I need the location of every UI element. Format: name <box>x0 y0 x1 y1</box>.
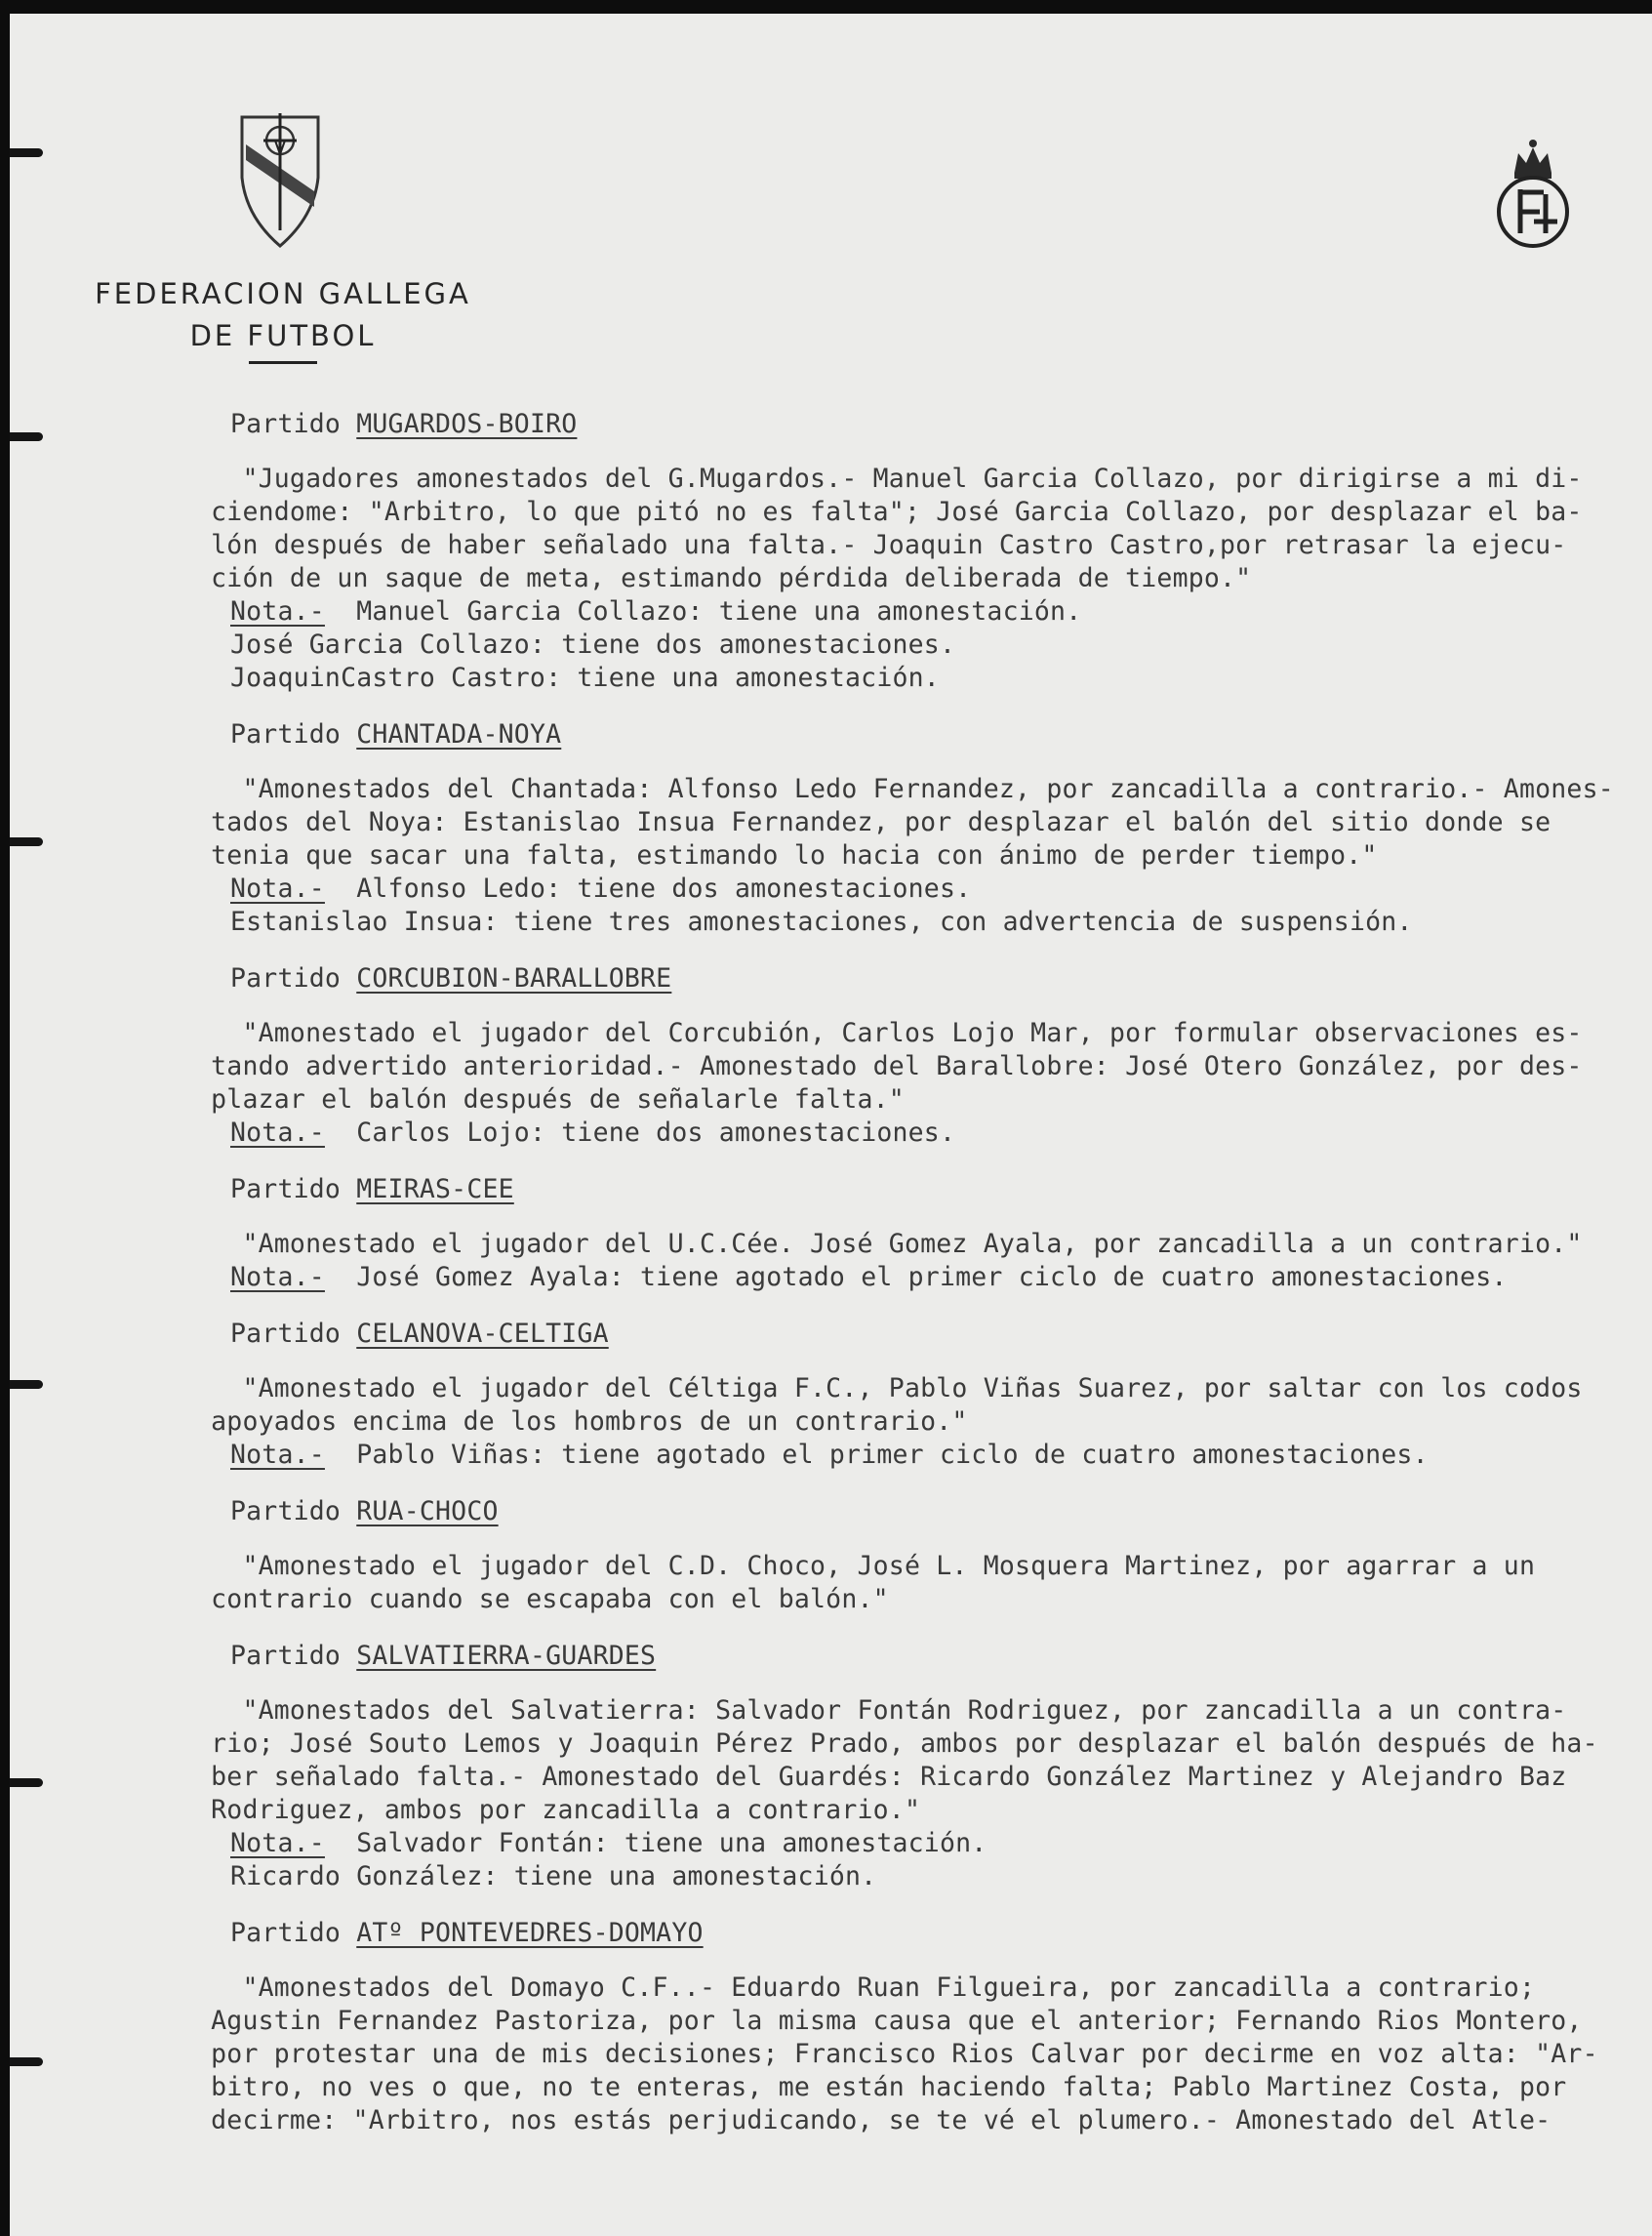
note-text: Pablo Viñas: tiene agotado el primer ciclo de cuatro amonestaciones. <box>356 1440 1429 1470</box>
match-block <box>195 962 1639 1150</box>
match-title-teams: MUGARDOS-BOIRO <box>356 409 578 439</box>
crown-emblem-logo <box>1493 136 1573 251</box>
binder-hole <box>10 432 43 441</box>
note-line <box>230 1827 1639 1860</box>
note-label: Nota.- <box>230 1118 325 1148</box>
match-block <box>195 1318 1639 1472</box>
binder-hole <box>10 1778 43 1787</box>
referee-report-line: "Amonestado el jugador del Céltiga F.C., Pablo Viñas Suarez, por saltar con los codos <box>195 1373 1583 1403</box>
note-line <box>230 595 1639 629</box>
referee-report-line: ciendome: "Arbitro, lo que pitó no es falta"; José Garcia Collazo, por desplazar el ba- <box>195 497 1583 527</box>
binder-hole <box>10 2057 43 2066</box>
note-text: Salvador Fontán: tiene una amonestación. <box>356 1828 987 1858</box>
match-title-teams: CORCUBION-BARALLOBRE <box>356 963 672 994</box>
letterhead <box>78 273 488 357</box>
letterhead-underline <box>249 361 317 364</box>
note-text: Carlos Lojo: tiene dos amonestaciones. <box>356 1118 956 1148</box>
referee-report-line: "Amonestados del Salvatierra: Salvador Fontán Rodriguez, por zancadilla a un contra- <box>195 1695 1567 1726</box>
match-title <box>230 1640 1639 1673</box>
document-page <box>10 14 1652 2236</box>
match-title-prefix: Partido <box>230 1319 342 1349</box>
note-line <box>230 1117 1639 1150</box>
note-line <box>230 906 1639 939</box>
note-line <box>230 662 1639 695</box>
note-text: José Gomez Ayala: tiene agotado el primer ciclo de cuatro amonestaciones. <box>356 1262 1508 1292</box>
match-title <box>230 408 1639 441</box>
note-line <box>230 873 1639 906</box>
match-title <box>230 1318 1639 1351</box>
match-title-prefix: Partido <box>230 1641 342 1671</box>
match-block <box>195 718 1639 939</box>
match-block <box>195 408 1639 695</box>
match-title-prefix: Partido <box>230 409 342 439</box>
referee-report-line: Agustin Fernandez Pastoriza, por la misma causa que el anterior; Fernando Rios Montero, <box>195 2006 1583 2036</box>
referee-report-line: contrario cuando se escapaba con el balón." <box>195 1584 889 1614</box>
match-title <box>230 1917 1639 1950</box>
note-text: Estanislao Insua: tiene tres amonestaciones, con advertencia de suspensión. <box>230 907 1413 937</box>
binder-hole <box>10 148 43 157</box>
referee-report-line: tenia que sacar una falta, estimando lo hacia con ánimo de perder tiempo." <box>195 840 1378 871</box>
match-title-teams: RUA-CHOCO <box>356 1496 499 1526</box>
note-line <box>230 1439 1639 1472</box>
referee-report-line: plazar el balón después de señalarle falta." <box>195 1084 905 1115</box>
match-title-teams: SALVATIERRA-GUARDES <box>356 1641 657 1671</box>
referee-report-line: rio; José Souto Lemos y Joaquin Pérez Prado, ambos por desplazar el balón después de ha- <box>195 1728 1598 1759</box>
note-text: JoaquinCastro Castro: tiene una amonestación. <box>230 663 940 693</box>
note-label: Nota.- <box>230 596 325 627</box>
referee-report-line: "Amonestados del Domayo C.F..- Eduardo Ruan Filgueira, por zancadilla a contrario; <box>195 1972 1536 2003</box>
note-line <box>230 1860 1639 1893</box>
match-block <box>195 1495 1639 1616</box>
referee-report-line: apoyados encima de los hombros de un contrario." <box>195 1406 968 1437</box>
binder-hole <box>10 837 43 846</box>
match-title-teams: MEIRAS-CEE <box>356 1174 514 1204</box>
referee-report-line: ción de un saque de meta, estimando pérdida deliberada de tiempo." <box>195 563 1252 593</box>
referee-report-line: ber señalado falta.- Amonestado del Guardés: Ricardo González Martinez y Alejandro Baz <box>195 1762 1567 1792</box>
match-report-list <box>195 408 1639 2161</box>
match-title-teams: CHANTADA-NOYA <box>356 719 562 750</box>
referee-report-line: "Amonestado el jugador del Corcubión, Carlos Lojo Mar, por formular observaciones es- <box>195 1018 1583 1048</box>
note-text: Alfonso Ledo: tiene dos amonestaciones. <box>356 874 972 904</box>
referee-report-line: "Amonestado el jugador del C.D. Choco, José L. Mosquera Martinez, por agarrar a un <box>195 1551 1536 1581</box>
match-title <box>230 1173 1639 1206</box>
match-title-prefix: Partido <box>230 1174 342 1204</box>
match-title <box>230 962 1639 996</box>
note-line <box>230 629 1639 662</box>
federation-shield-logo <box>236 109 324 251</box>
referee-report-line: por protestar una de mis decisiones; Francisco Rios Calvar por decirme en voz alta: "Ar- <box>195 2039 1598 2069</box>
referee-report-line: "Jugadores amonestados del G.Mugardos.- Manuel Garcia Collazo, por dirigirse a mi di- <box>195 464 1583 494</box>
binder-hole <box>10 1380 43 1389</box>
match-block <box>195 1640 1639 1893</box>
match-title-prefix: Partido <box>230 1918 342 1948</box>
referee-report-line: tados del Noya: Estanislao Insua Fernandez, por desplazar el balón del sitio donde se <box>195 807 1551 837</box>
match-title-prefix: Partido <box>230 1496 342 1526</box>
referee-report-line: bitro, no ves o que, no te enteras, me están haciendo falta; Pablo Martinez Costa, por <box>195 2072 1567 2102</box>
note-label: Nota.- <box>230 874 325 904</box>
referee-report-line: "Amonestado el jugador del U.C.Cée. José Gomez Ayala, por zancadilla a un contrario." <box>195 1229 1583 1259</box>
note-text: Manuel Garcia Collazo: tiene una amonestación. <box>356 596 1082 627</box>
match-block <box>195 1173 1639 1294</box>
note-line <box>230 1261 1639 1294</box>
note-label: Nota.- <box>230 1262 325 1292</box>
match-title-teams: ATº PONTEVEDRES-DOMAYO <box>356 1918 704 1948</box>
referee-report-line: Rodriguez, ambos por zancadilla a contrario." <box>195 1795 921 1825</box>
referee-report-line: lón después de haber señalado una falta.- Joaquin Castro Castro,por retrasar la ejecu- <box>195 530 1567 560</box>
match-title-prefix: Partido <box>230 963 342 994</box>
referee-report-line: tando advertido anterioridad.- Amonestado del Barallobre: José Otero González, por des- <box>195 1051 1583 1081</box>
letterhead-line-2: DE FUTBOL <box>189 319 377 352</box>
match-title-prefix: Partido <box>230 719 342 750</box>
referee-report-line: decirme: "Arbitro, nos estás perjudicando, se te vé el plumero.- Amonestado del Atle- <box>195 2105 1551 2135</box>
note-text: Ricardo González: tiene una amonestación. <box>230 1861 877 1891</box>
match-title <box>230 1495 1639 1528</box>
note-label: Nota.- <box>230 1828 325 1858</box>
match-block <box>195 1917 1639 2137</box>
referee-report-line: "Amonestados del Chantada: Alfonso Ledo Fernandez, por zancadilla a contrario.- Amones- <box>195 774 1614 804</box>
match-title-teams: CELANOVA-CELTIGA <box>356 1319 609 1349</box>
note-text: José Garcia Collazo: tiene dos amonestaciones. <box>230 630 956 660</box>
note-label: Nota.- <box>230 1440 325 1470</box>
match-title <box>230 718 1639 752</box>
letterhead-line-1: FEDERACION GALLEGA <box>95 277 471 310</box>
